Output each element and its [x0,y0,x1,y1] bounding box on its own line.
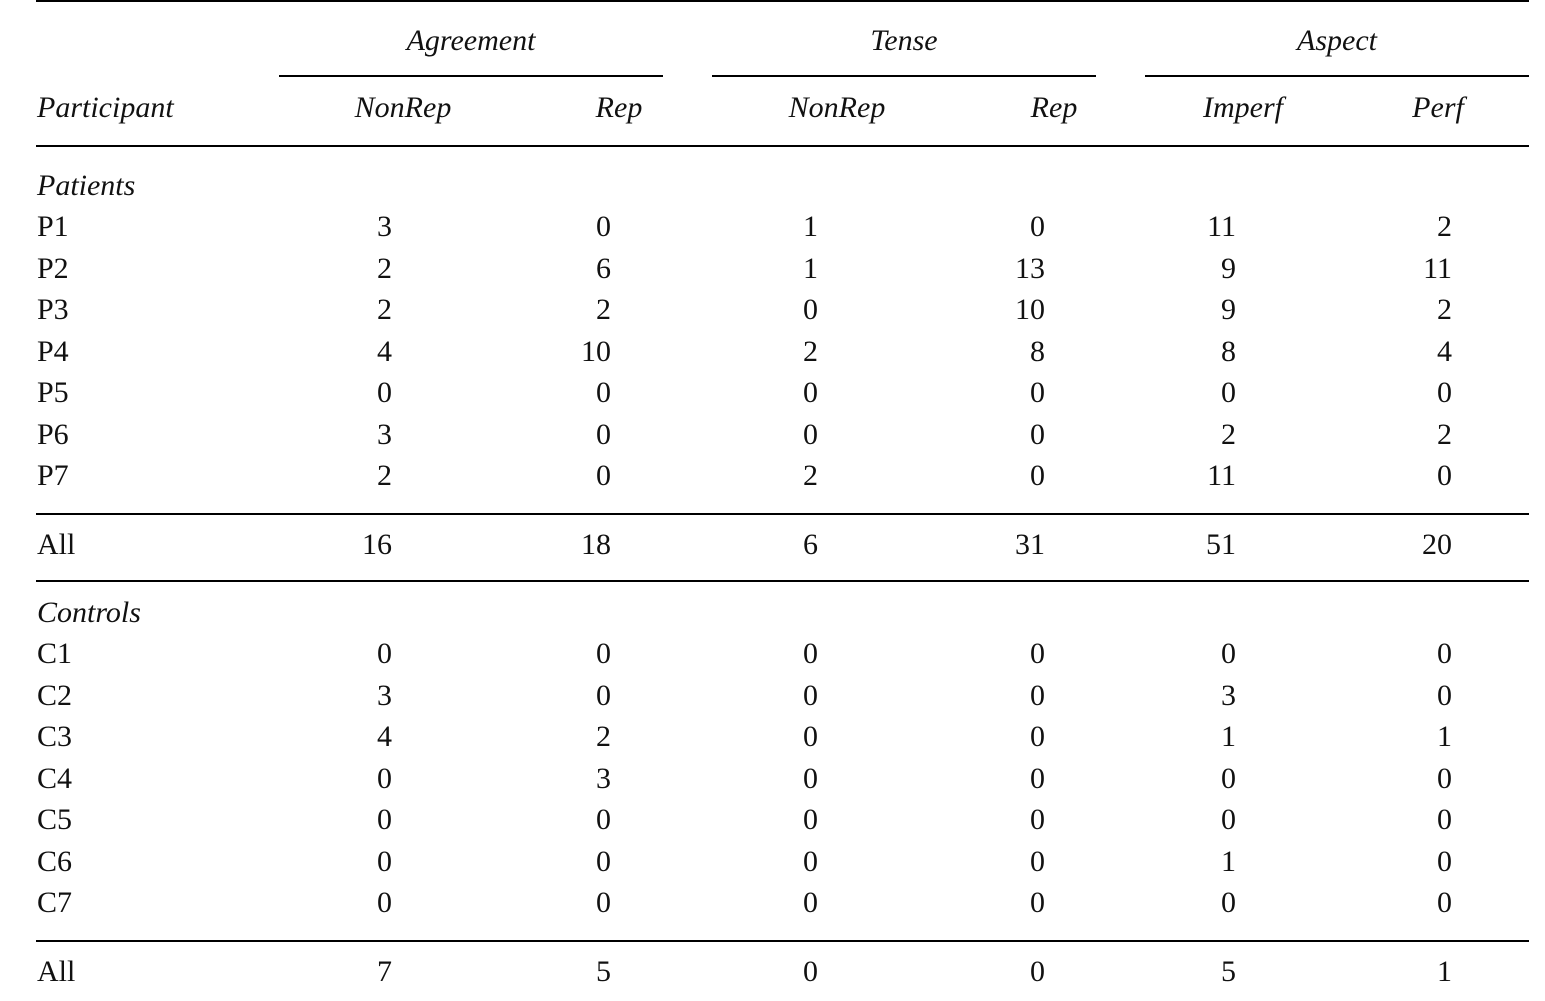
patients-cell: 1 [803,210,818,243]
participant-header: Participant [37,91,174,124]
patients-cell: 0 [1221,376,1236,409]
controls-cell: 0 [1437,845,1452,878]
patients-cell: 3 [377,418,392,451]
patients-total-cell: 31 [1015,528,1045,561]
patients-cell: 0 [596,376,611,409]
col-header-agreement-rep: Rep [595,91,643,124]
controls-row-label: C4 [37,762,73,795]
patients-total-label: All [37,528,76,561]
patients-cell: 2 [377,293,392,326]
patients-cell: 9 [1221,252,1236,285]
controls-cell: 2 [596,720,611,753]
controls-cell: 1 [1221,845,1236,878]
controls-total-cell: 5 [596,955,611,988]
patients-row-label: P3 [37,293,69,326]
patients-cell: 2 [377,252,392,285]
patients-cell: 2 [1437,293,1452,326]
controls-cell: 0 [1221,803,1236,836]
controls-cell: 0 [1221,637,1236,670]
controls-cell: 4 [377,720,392,753]
controls-row-label: C7 [37,886,73,919]
patients-cell: 11 [1207,210,1236,243]
patients-row-label: P2 [37,252,69,285]
controls-cell: 0 [1221,762,1236,795]
group-header-aspect: Aspect [1297,24,1377,57]
controls-row-label: C3 [37,720,73,753]
col-header-aspect-imperf: Imperf [1203,91,1283,124]
controls-cell: 0 [803,679,818,712]
controls-cell: 0 [596,637,611,670]
patients-cell: 2 [803,335,818,368]
patients-total-cell: 51 [1206,528,1236,561]
controls-cell: 0 [1030,637,1045,670]
patients-cell: 0 [1437,376,1452,409]
patients-cell: 8 [1030,335,1045,368]
top-rule [36,0,1529,2]
patients-row-label: P4 [37,335,69,368]
controls-cell: 0 [1030,679,1045,712]
controls-row-label: C5 [37,803,73,836]
controls-cell: 0 [803,803,818,836]
controls-cell: 0 [803,886,818,919]
controls-cell: 0 [596,845,611,878]
patients-total-cell: 6 [803,528,818,561]
col-header-tense-rep: Rep [1030,91,1078,124]
controls-total-cell: 0 [803,955,818,988]
controls-cell: 3 [1221,679,1236,712]
controls-cell: 3 [596,762,611,795]
controls-cell: 0 [1030,845,1045,878]
patients-cell: 11 [1423,252,1452,285]
patients-cell: 0 [1030,418,1045,451]
controls-cell: 0 [803,845,818,878]
patients-cell: 0 [596,459,611,492]
controls-cell: 0 [377,803,392,836]
patients-cell: 2 [1437,210,1452,243]
patients-cell: 9 [1221,293,1236,326]
controls-cell: 0 [596,679,611,712]
patients-cell: 0 [1030,210,1045,243]
patients-total-rule [36,513,1529,515]
controls-row-label: C2 [37,679,73,712]
controls-cell: 0 [1221,886,1236,919]
controls-cell: 0 [377,637,392,670]
section-label-patients: Patients [37,169,136,202]
patients-total-cell: 20 [1422,528,1452,561]
controls-cell: 0 [1437,886,1452,919]
controls-cell: 0 [596,886,611,919]
patients-cell: 3 [377,210,392,243]
patients-cell: 0 [596,210,611,243]
patients-row-label: P5 [37,376,69,409]
aspect-rule [1145,75,1529,77]
patients-cell: 2 [803,459,818,492]
patients-cell: 10 [581,335,611,368]
patients-cell: 0 [377,376,392,409]
group-header-agreement: Agreement [406,24,536,57]
patients-cell: 0 [803,293,818,326]
patients-row-label: P1 [37,210,69,243]
controls-row-label: C1 [37,637,73,670]
patients-cell: 0 [1030,459,1045,492]
patients-total-cell: 18 [581,528,611,561]
patients-cell: 11 [1207,459,1236,492]
controls-total-cell: 7 [377,955,392,988]
patients-cell: 0 [1437,459,1452,492]
patients-cell: 4 [1437,335,1452,368]
group-header-tense: Tense [870,24,938,57]
patients-cell: 4 [377,335,392,368]
controls-total-rule [36,940,1529,942]
patients-cell: 10 [1015,293,1045,326]
patients-cell: 6 [596,252,611,285]
controls-cell: 0 [1437,637,1452,670]
col-header-aspect-perf: Perf [1412,91,1464,124]
controls-cell: 0 [377,762,392,795]
controls-cell: 0 [803,720,818,753]
controls-cell: 1 [1437,720,1452,753]
patients-cell: 1 [803,252,818,285]
header-bottom-rule [36,145,1529,147]
patients-cell: 2 [1437,418,1452,451]
patients-cell: 2 [596,293,611,326]
section-label-controls: Controls [37,596,141,629]
patients-cell: 8 [1221,335,1236,368]
controls-total-cell: 5 [1221,955,1236,988]
controls-cell: 3 [377,679,392,712]
controls-cell: 1 [1221,720,1236,753]
agreement-rule [279,75,663,77]
controls-total-label: All [37,955,76,988]
patients-row-label: P6 [37,418,69,451]
controls-cell: 0 [596,803,611,836]
controls-cell: 0 [377,845,392,878]
patients-cell: 0 [1030,376,1045,409]
controls-cell: 0 [803,762,818,795]
controls-row-label: C6 [37,845,73,878]
patients-cell: 0 [803,376,818,409]
controls-total-cell: 0 [1030,955,1045,988]
patients-bottom-rule [36,580,1529,582]
controls-cell: 0 [1030,886,1045,919]
tense-rule [712,75,1096,77]
controls-cell: 0 [1030,762,1045,795]
col-header-agreement-nonrep: NonRep [354,91,452,124]
patients-cell: 0 [803,418,818,451]
controls-cell: 0 [803,637,818,670]
patients-total-cell: 16 [362,528,392,561]
controls-total-cell: 1 [1437,955,1452,988]
controls-cell: 0 [1437,679,1452,712]
controls-cell: 0 [1437,762,1452,795]
controls-cell: 0 [1030,720,1045,753]
patients-cell: 2 [1221,418,1236,451]
controls-cell: 0 [1437,803,1452,836]
controls-cell: 0 [377,886,392,919]
col-header-tense-nonrep: NonRep [788,91,886,124]
patients-cell: 2 [377,459,392,492]
controls-cell: 0 [1030,803,1045,836]
patients-row-label: P7 [37,459,69,492]
patients-cell: 0 [596,418,611,451]
patients-cell: 13 [1015,252,1045,285]
